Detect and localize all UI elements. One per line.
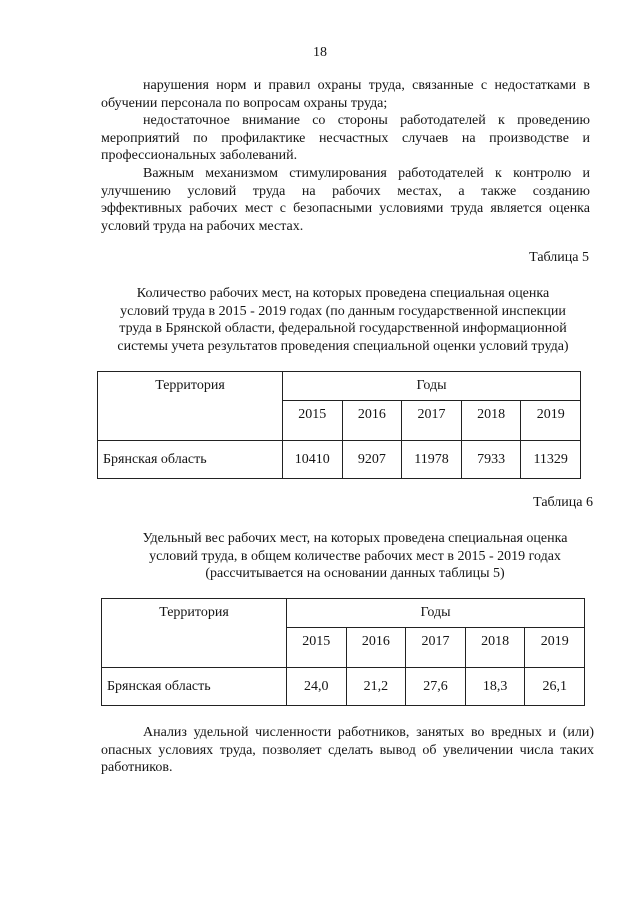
table-6: [101, 598, 585, 706]
header-years: Годы: [287, 599, 585, 628]
caption-line: системы учета результатов проведения специальной оценки условий труда): [117, 338, 569, 354]
paragraph-line: мероприятий по профилактике несчастных случаев на производстве и: [101, 130, 590, 146]
year-header: 2015: [287, 628, 347, 668]
year-header: 2015: [283, 401, 343, 441]
paragraph-line: эффективных рабочих мест с безопасными условиями труда является оценка: [101, 201, 590, 217]
paragraph-line: нарушения норм и правил охраны труда, связанные с недостатками в: [143, 78, 590, 93]
closing-paragraph: [101, 724, 594, 777]
paragraph-line: улучшению условий труда на рабочих местах, а также созданию: [101, 183, 590, 199]
caption-line: условий труда в 2015 - 2019 годах (по данным государственной инспекции: [120, 303, 566, 319]
paragraph-line: обучении персонала по вопросам охраны труда;: [101, 95, 388, 111]
row-value: 26,1: [525, 668, 585, 706]
year-header: 2018: [461, 401, 521, 441]
row-value: 7933: [461, 441, 521, 479]
paragraph-line: Важным механизмом стимулирования работодателей к контролю и: [143, 165, 590, 181]
table-row: [98, 441, 581, 479]
year-header: 2018: [465, 628, 525, 668]
table-6-caption: [105, 530, 605, 583]
paragraph-assessment-mechanism: [101, 165, 590, 235]
table-6-label: Таблица 6: [533, 495, 593, 510]
page-number: 18: [313, 45, 327, 60]
row-value: 10410: [283, 441, 343, 479]
year-header: 2016: [346, 628, 406, 668]
paragraph-insufficient-attention: [101, 112, 590, 165]
table-5-label: Таблица 5: [529, 250, 589, 265]
caption-line: (рассчитывается на основании данных таблицы 5): [205, 566, 505, 582]
caption-line: Удельный вес рабочих мест, на которых проведена специальная оценка: [142, 531, 568, 546]
year-header: 2019: [521, 401, 581, 441]
header-territory: Территория: [102, 599, 287, 668]
row-value: 11329: [521, 441, 581, 479]
row-value: 21,2: [346, 668, 406, 706]
caption-line: условий труда, в общем количестве рабочих мест в 2015 - 2019 годах: [149, 548, 561, 564]
paragraph-line: Анализ удельной численности работников, занятых во вредных и (или): [143, 725, 594, 740]
row-value: 18,3: [465, 668, 525, 706]
row-territory: Брянская область: [98, 441, 283, 479]
year-header: 2016: [342, 401, 402, 441]
paragraph-training-violations: [101, 77, 590, 112]
header-years: Годы: [283, 372, 581, 401]
row-territory: Брянская область: [102, 668, 287, 706]
row-value: 24,0: [287, 668, 347, 706]
caption-line: Количество рабочих мест, на которых проведена специальная оценка: [136, 286, 550, 301]
header-territory: Территория: [98, 372, 283, 441]
paragraph-line: работников.: [101, 760, 173, 776]
table-5: [97, 371, 581, 479]
paragraph-line: профессиональных заболеваний.: [101, 148, 298, 164]
table-row: [102, 668, 585, 706]
paragraph-line: условий труда на рабочих местах.: [101, 218, 304, 234]
row-value: 27,6: [406, 668, 466, 706]
year-header: 2017: [406, 628, 466, 668]
table-5-caption: [101, 285, 585, 355]
body-text: [101, 77, 590, 235]
row-value: 11978: [402, 441, 462, 479]
table-header-row: [98, 372, 581, 401]
year-header: 2019: [525, 628, 585, 668]
caption-line: труда в Брянской области, федеральной государственной информационной: [119, 321, 567, 337]
paragraph-line: опасных условиях труда, позволяет сделать вывод об увеличении числа таких: [101, 742, 594, 758]
table-header-row: [102, 599, 585, 628]
year-header: 2017: [402, 401, 462, 441]
row-value: 9207: [342, 441, 402, 479]
paragraph-line: недостаточное внимание со стороны работодателей к проведению: [143, 113, 590, 129]
